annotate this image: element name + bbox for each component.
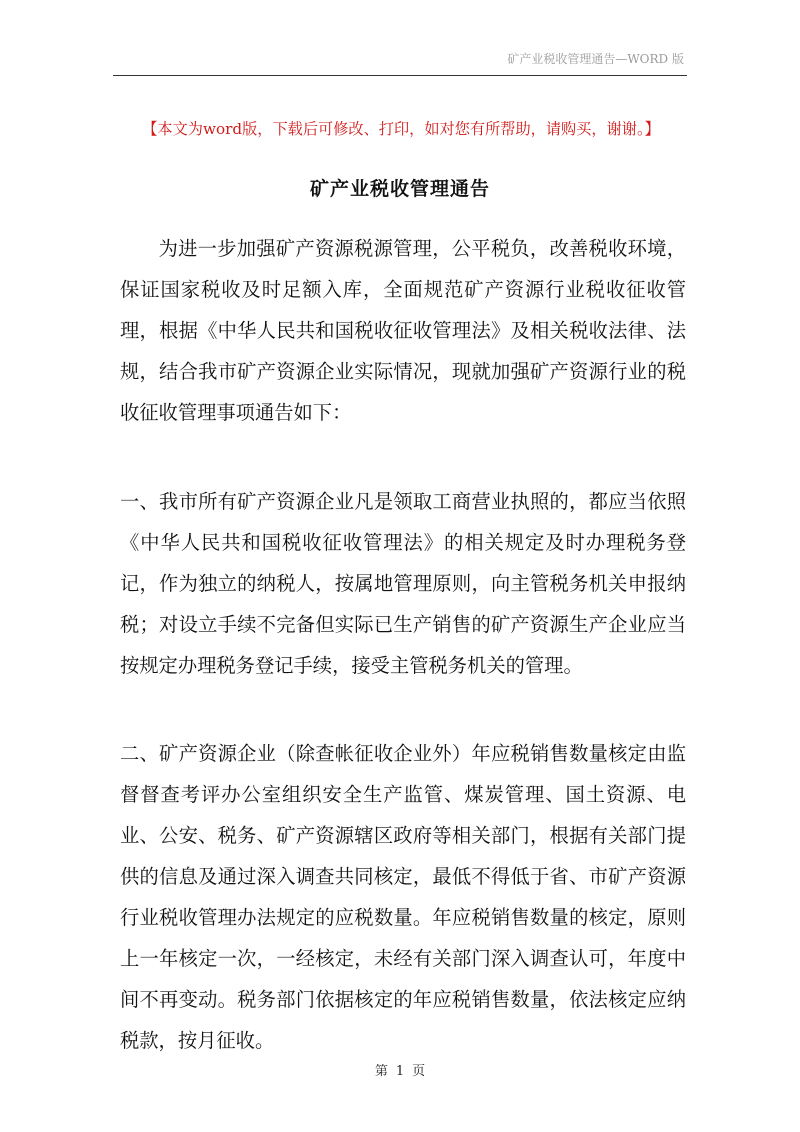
paragraph-item-2: 二、矿产资源企业（除查帐征收企业外）年应税销售数量核定由监督督查考评办公室组织安全生产监管、煤炭管理、国土资源、电业、公安、税务、矿产资源辖区政府等相关部门，根据有关部门提供的信息及通过深入调查共同核定，最低不得低于省、市矿产资源行业税收管理办法规定的应税数量。年应税销售数量的核定，原则上一年核定一次，一经核定，未经有关部门深入调查认可，年度中间不再变动。税务部门依据核定的年应税销售数量，依法核定应纳税款，按月征收。 xyxy=(120,742,686,1052)
paragraph-item-1: 一、我市所有矿产资源企业凡是领取工商营业执照的，都应当依照《中华人民共和国税收征收管理法》的相关规定及时办理税务登记，作为独立的纳税人，按属地管理原则，向主管税务机关申报纳税；对设立手续不完备但实际已生产销售的矿产资源生产企业应当按规定办理税务登记手续，接受主管税务机关的管理。 xyxy=(120,490,686,677)
page-number-suffix: 页 xyxy=(412,1064,426,1079)
header-rule xyxy=(113,75,687,76)
paragraph-intro: 为进一步加强矿产资源税源管理，公平税负，改善税收环境，保证国家税收及时足额入库，全面规范矿产资源行业税收征收管理，根据《中华人民共和国税收征收管理法》及相关税收法律、法规，结合我市矿产资源企业实际情况，现就加强矿产资源行业的税收征收管理事项通告如下： xyxy=(120,237,686,424)
download-notice: 【本文为word版，下载后可修改、打印，如对您有所帮助，请购买，谢谢。】 xyxy=(142,120,660,138)
page-footer xyxy=(0,1060,800,1079)
running-header: 矿产业税收管理通告—WORD 版 xyxy=(507,52,684,66)
page-number: 1 xyxy=(395,1064,405,1079)
page-number-prefix: 第 xyxy=(374,1064,388,1079)
document-title: 矿产业税收管理通告 xyxy=(309,178,490,200)
